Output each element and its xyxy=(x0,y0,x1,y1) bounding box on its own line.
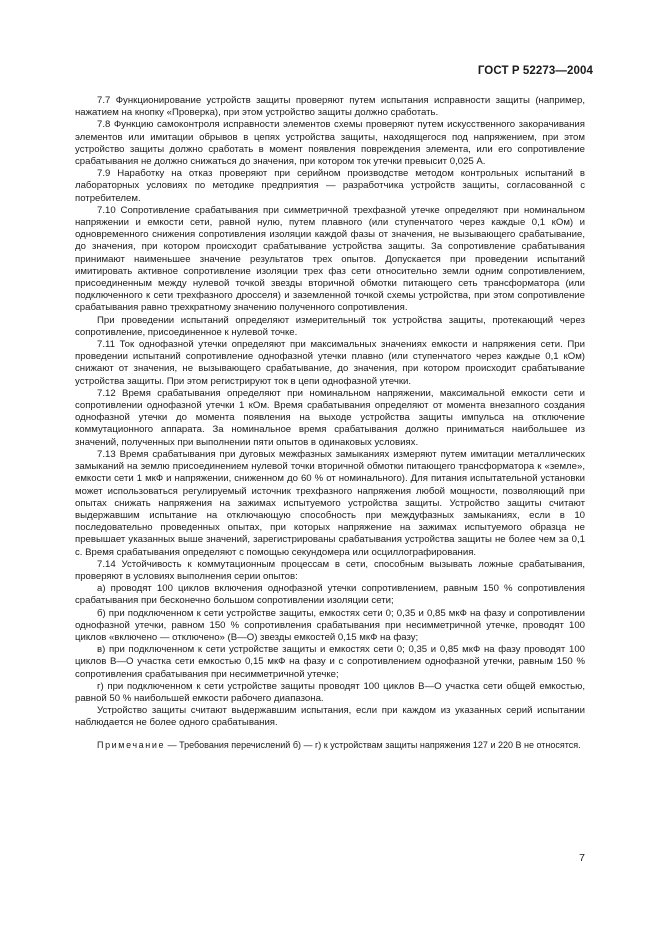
paragraph-7-8: 7.8 Функцию самоконтроля исправности элементов схемы проверяют путем искусственного закорачивания элементов или имитации обрывов в цепях устройства защиты, находящегося под напряжением, при этом устройство защиты должно сработать в момент появления повреждения элемента, или его сопротивление срабатывания не должно снижаться до значения, при котором ток утечки превысит 0,025 А. xyxy=(75,119,585,168)
paragraph-7-9: 7.9 Наработку на отказ проверяют при серийном производстве методом контрольных испытаний в лабораторных условиях по методике предприятия — разработчика устройств защиты, согласованной с потребителем. xyxy=(75,168,585,204)
note xyxy=(75,740,585,752)
note-label: Примечание xyxy=(97,739,166,750)
paragraph-7-12: 7.12 Время срабатывания определяют при номинальном напряжении, максимальной емкости сети и сопротивлении однофазной утечки 1 кОм. Время срабатывания определяют от момента внезапного создания однофазной утечки до момента появления на выходе устройства защиты импульса на отключение коммутационного аппарата. За номинальное время срабатывания должно приниматься наибольшее из значений, полученных при выполнении пяти опытов в одинаковых условиях. xyxy=(75,387,585,448)
document-header: ГОСТ Р 52273—2004 xyxy=(477,65,593,77)
list-item-a: а) проводят 100 циклов включения однофазной утечки сопротивлением, равным 150 % сопротивления срабатывания при бесконечно большом сопротивлении изоляции сети; xyxy=(75,583,585,607)
list-item-g: г) при подключенном к сети устройстве защиты проводят 100 циклов В—О участка сети общей емкостью, равной 50 % наибольшей емкости рабочего диапазона. xyxy=(75,680,585,704)
paragraph-conclusion: Устройство защиты считают выдержавшим испытания, если при каждом из указанных серий испытании наблюдается не более одного срабатывания. xyxy=(75,705,585,729)
note-text: — Требования перечислений б) — г) к устройствам защиты напряжения 127 и 220 В не относятся. xyxy=(167,739,581,750)
paragraph-7-13: 7.13 Время срабатывания при дуговых межфазных замыканиях измеряют путем имитации металлических замыканий на землю присоединением нулевой точки вторичной обмотки питающего трансформатора к «земле», емкости сети 1 мкФ и напряжении, сниженном до 60 % от номинального). Для питания испытательной установки может использоваться регулируемый источник трехфазного напряжения любой мощности, позволяющий при опытах снижать напряжения на зажимах испытуемого устройства защиты. Устройство защиты считают выдержавшим испытание на отключающую способность при междуфазных замыканиях, если в 10 последовательно проведенных опытах, при которых напряжение на зажимах испытуемого образца не превышает указанных выше значений, зарегистрированы срабатывания устройства защиты не более чем за 0,1 с. Время срабатывания определяют с помощью секундомера или осциллографирования. xyxy=(75,448,585,558)
document-body xyxy=(75,95,585,751)
paragraph-7-10-measurement: При проведении испытаний определяют измерительный ток устройства защиты, протекающий через сопротивление, присоединенное к нулевой точке. xyxy=(75,314,585,338)
list-item-v: в) при подключенном к сети устройстве защиты и емкостях сети 0; 0,35 и 0,85 мкФ на фазу проводят 100 циклов В—О участка сети емкостью 0,15 мкФ на фазу и с сопротивлением однофазной утечки, равным 150 % сопротивления срабатывания при несимметричной утечке; xyxy=(75,644,585,680)
paragraph-7-10: 7.10 Сопротивление срабатывания при симметричной трехфазной утечке определяют при номинальном напряжении и емкости сети, равной нулю, путем плавного (или ступенчатого через каждые 0,1 кОм) и одновременного снижения сопротивления изоляции каждой фазы от значения, не вызывающего срабатывание, до значения, при котором происходит срабатывание устройства защиты. За сопротивление срабатывания принимают наименьшее значение результатов трех опытов. Допускается при проведении испытаний имитировать активное сопротивление изоляции трех фаз сети относительно земли одним сопротивлением, присоединенным между нулевой точкой звезды вторичной обмотки питающего сеть трансформатора (или подключенного к сети трехфазного дросселя) и заземленной точкой схемы устройства, при этом сопротивление срабатывания равно трехкратному значению полученного сопротивления. xyxy=(75,204,585,314)
paragraph-7-14: 7.14 Устойчивость к коммутационным процессам в сети, способным вызывать ложные срабатывания, проверяют в условиях выполнения серии опытов: xyxy=(75,558,585,582)
page-number: 7 xyxy=(579,852,585,864)
list-item-b: б) при подключенном к сети устройстве защиты, емкостях сети 0; 0,35 и 0,85 мкФ на фазу и сопротивлении однофазной утечки, равном 150 % сопротивления срабатывания при несимметричной утечке, проводят 100 циклов «включено — отключено» (В—О) звезды емкостей 0,15 мкФ на фазу; xyxy=(75,607,585,643)
paragraph-7-7: 7.7 Функционирование устройств защиты проверяют путем испытания исправности защиты (например, нажатием на кнопку «Проверка), при этом устройство защиты должно сработать. xyxy=(75,95,585,119)
paragraph-7-11: 7.11 Ток однофазной утечки определяют при максимальных значениях емкости и напряжения сети. При проведении испытаний сопротивление однофазной утечки плавно (или ступенчатого через каждые 0,1 кОм) снижают от значения, не вызывающего срабатывание, до значения, при котором происходит срабатывание устройства защиты. При этом регистрируют ток в цепи однофазной утечки. xyxy=(75,339,585,387)
